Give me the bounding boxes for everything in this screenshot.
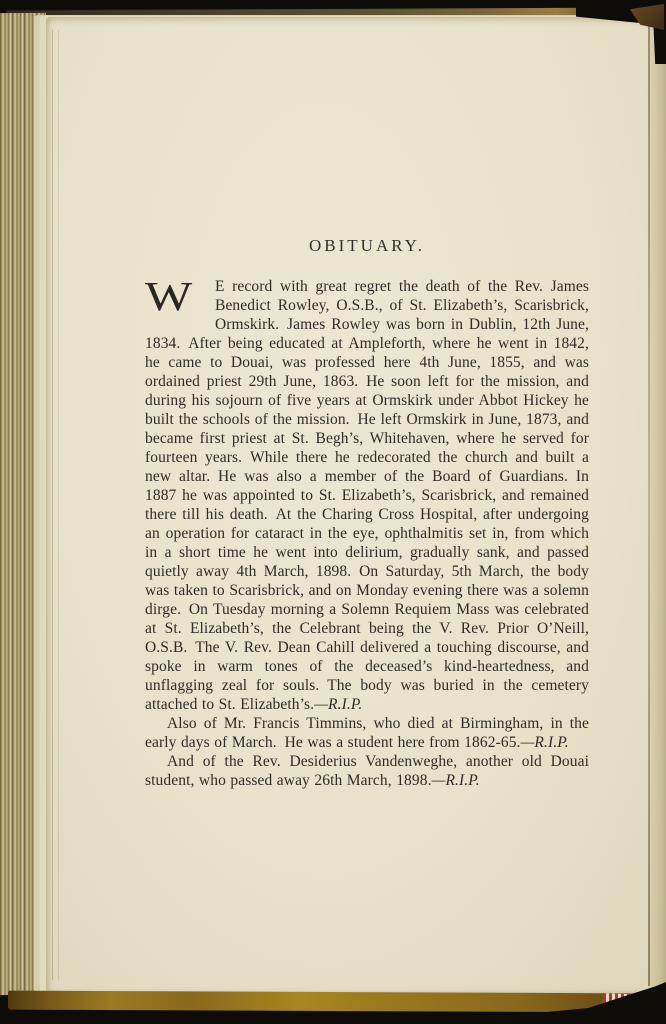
rip-abbreviation: —R.I.P. (431, 772, 480, 789)
rip-abbreviation: —R.I.P. (520, 734, 569, 751)
page-right-shade (650, 20, 666, 990)
page-title: OBITUARY. (309, 236, 425, 255)
rip-abbreviation: —R.I.P. (314, 696, 363, 713)
dropcap-w (145, 273, 215, 333)
book-bottom-edge (8, 991, 658, 1013)
paragraph-text: And of the Rev. Desiderius Vandenweghe, another old Douai student, who passed away 26th March, 1898. (145, 753, 589, 789)
dropcap-letter: W (145, 273, 193, 319)
obituary-text-block (145, 236, 589, 790)
leaf-edge-line (58, 30, 59, 980)
paragraph-timmins (145, 714, 589, 752)
leaf-edge-line (52, 30, 53, 980)
paragraph-text: E record with great regret the death of the Rev. James Benedict Rowley, O.S.B., of St. Elizabeth’s, Scarisbrick, Ormskirk. James Rowley was born in Dublin, 12th June, 1834. After being educated at Ampleforth, where he went in 1842, he came to Douai, was professed here 4th June, 1855, and was ordained priest 29th June, 1863. He soon left for the mission, and during his sojourn of five years at Ormskirk under Abbot Hickey he built the schools of the mission. He left Ormskirk in June, 1873, and became first priest at St. Begh’s, Whitehaven, where he served for fourteen years. While there he redecorated the church and built a new altar. He was also a member of the Board of Guardians. In 1887 he was appointed to St. Elizabeth’s, Scarisbrick, and remained there till his death. At the Charing Cross Hospital, after undergoing an operation for cataract in the eye, ophthalmitis set in, from which in a short time he went into delirium, gradually sank, and passed quietly away 4th March, 1898. On Saturday, 5th March, the body was taken to Scarisbrick, and on Monday evening there was a solemn dirge. On Tuesday morning a Solemn Requiem Mass was celebrated at St. Elizabeth’s, the Celebrant being the V. Rev. Prior O’Neill, O.S.B. The V. Rev. Dean Cahill delivered a touching discourse, and spoke in warm tones of the deceased’s kind-heartedness, and unflagging zeal for souls. The body was buried in the cemetery attached to St. Elizabeth’s. (145, 278, 589, 713)
book-page (46, 17, 666, 993)
paragraph-rowley (145, 273, 589, 714)
paragraph-vandenweghe (145, 752, 589, 790)
paragraph-text: Also of Mr. Francis Timmins, who died at Birmingham, in the early days of March. He was a student here from 1862-65. (145, 715, 589, 751)
